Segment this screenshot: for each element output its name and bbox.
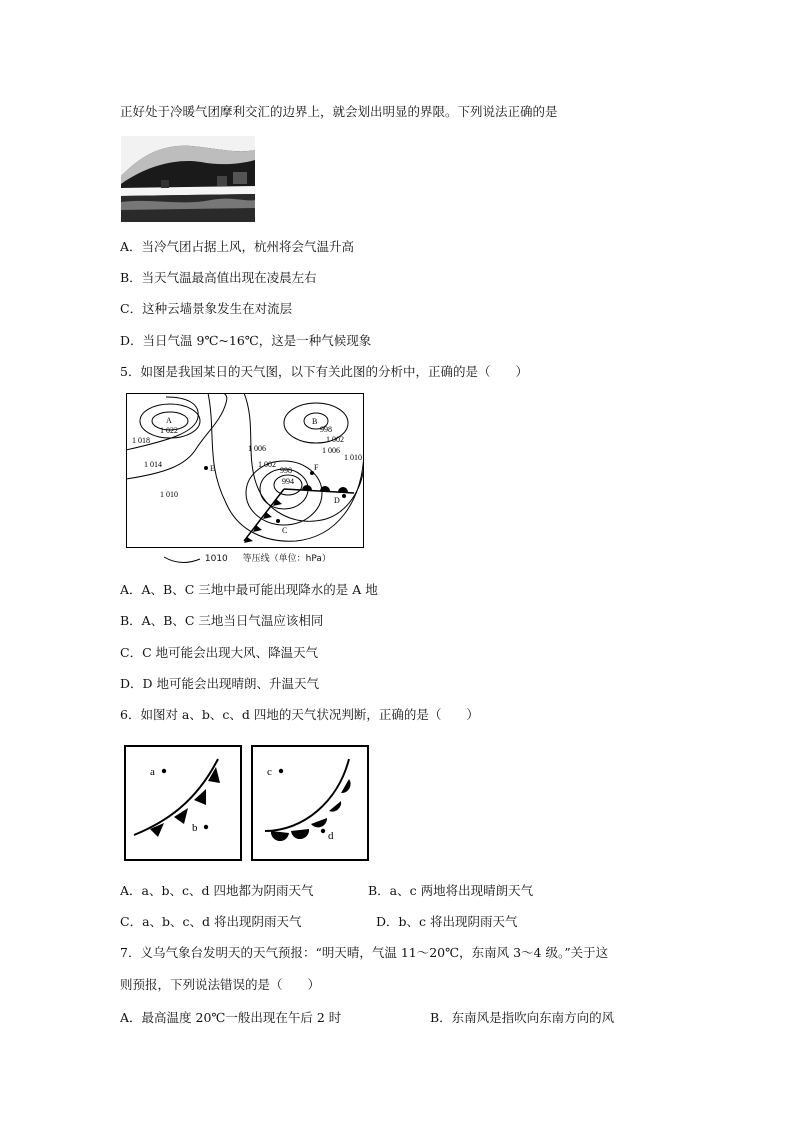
q5-option-a: A．A、B、C 三地中最可能出现降水的是 A 地 bbox=[120, 582, 378, 597]
q7-stem-line2: 则预报，下列说法错误的是（ ） bbox=[120, 977, 321, 992]
map-legend bbox=[162, 551, 331, 564]
q4-option-a: A．当冷气团占据上风，杭州将会气温升高 bbox=[120, 239, 355, 254]
q4-option-b: B．当天气温最高值出现在凌晨左右 bbox=[120, 270, 317, 285]
isobar-legend-icon bbox=[162, 554, 202, 564]
legend-text: 等压线（单位：hPa） bbox=[242, 554, 331, 564]
q6-option-a: A．a、b、c、d 四地都为阴雨天气 bbox=[120, 883, 314, 898]
isobar-label-994: 994 bbox=[282, 477, 294, 486]
label-a: a bbox=[150, 766, 155, 778]
label-D: D bbox=[334, 496, 340, 505]
q7-option-b: B．东南风是指吹向东南方向的风 bbox=[430, 1010, 615, 1025]
q5-option-c: C．C 地可能会出现大风、降温天气 bbox=[120, 645, 319, 660]
label-d: d bbox=[328, 830, 334, 842]
isobar-label-1006a: 1 006 bbox=[248, 444, 266, 453]
q6-option-d: D．b、c 将出现阴雨天气 bbox=[376, 914, 518, 929]
q7-option-a: A．最高温度 20℃一般出现在午后 2 时 bbox=[120, 1010, 342, 1025]
isobar-label-1010b: 1 010 bbox=[344, 453, 362, 462]
weather-map bbox=[126, 393, 364, 548]
isobar-label-1014: 1 014 bbox=[144, 460, 162, 469]
label-E: E bbox=[210, 464, 215, 473]
isobar-label-1002b: 1 002 bbox=[326, 435, 344, 444]
q7-stem-line1: 7．义乌气象台发明天的天气预报：“明天晴，气温 11～20℃，东南风 3～4 级。”关于这 bbox=[120, 945, 609, 960]
intro-text: 正好处于冷暖气团摩利交汇的边界上，就会划出明显的界限。下列说法正确的是 bbox=[120, 104, 558, 119]
label-c: c bbox=[267, 766, 272, 778]
cold-front-figure bbox=[124, 745, 242, 861]
isobar-label-1018: 1 018 bbox=[132, 436, 150, 445]
q6-stem: 6．如图对 a、b、c、d 四地的天气状况判断，正确的是（ ） bbox=[120, 707, 479, 722]
label-F: F bbox=[314, 463, 319, 472]
isobar-label-1022: 1 022 bbox=[160, 426, 178, 435]
isobar-label-1010: 1 010 bbox=[160, 490, 178, 499]
q5-option-d: D．D 地可能会出现晴朗、升温天气 bbox=[120, 676, 320, 691]
isobar-label-1002a: 1 002 bbox=[258, 460, 276, 469]
legend-value: 1010 bbox=[204, 554, 228, 564]
isobar-label-1006b: 1 006 bbox=[322, 446, 340, 455]
q5-stem: 5．如图是我国某日的天气图，以下有关此图的分析中，正确的是（ ） bbox=[120, 364, 528, 379]
q6-option-b: B．a、c 两地将出现晴朗天气 bbox=[368, 883, 534, 898]
cloud-wall-photo bbox=[121, 136, 255, 222]
isobar-label-998a: 998 bbox=[280, 466, 292, 475]
q4-option-c: C．这种云墙景象发生在对流层 bbox=[120, 301, 293, 316]
label-A: A bbox=[166, 416, 172, 425]
q6-option-c: C．a、b、c、d 将出现阴雨天气 bbox=[120, 914, 302, 929]
label-B: B bbox=[312, 417, 318, 426]
isobar-label-998b: 998 bbox=[320, 425, 332, 434]
label-C: C bbox=[282, 526, 288, 535]
warm-front-figure bbox=[251, 745, 369, 861]
q5-option-b: B．A、B、C 三地当日气温应该相同 bbox=[120, 613, 324, 628]
q4-option-d: D．当日气温 9℃~16℃，这是一种气候现象 bbox=[120, 333, 372, 348]
label-b: b bbox=[192, 822, 198, 834]
